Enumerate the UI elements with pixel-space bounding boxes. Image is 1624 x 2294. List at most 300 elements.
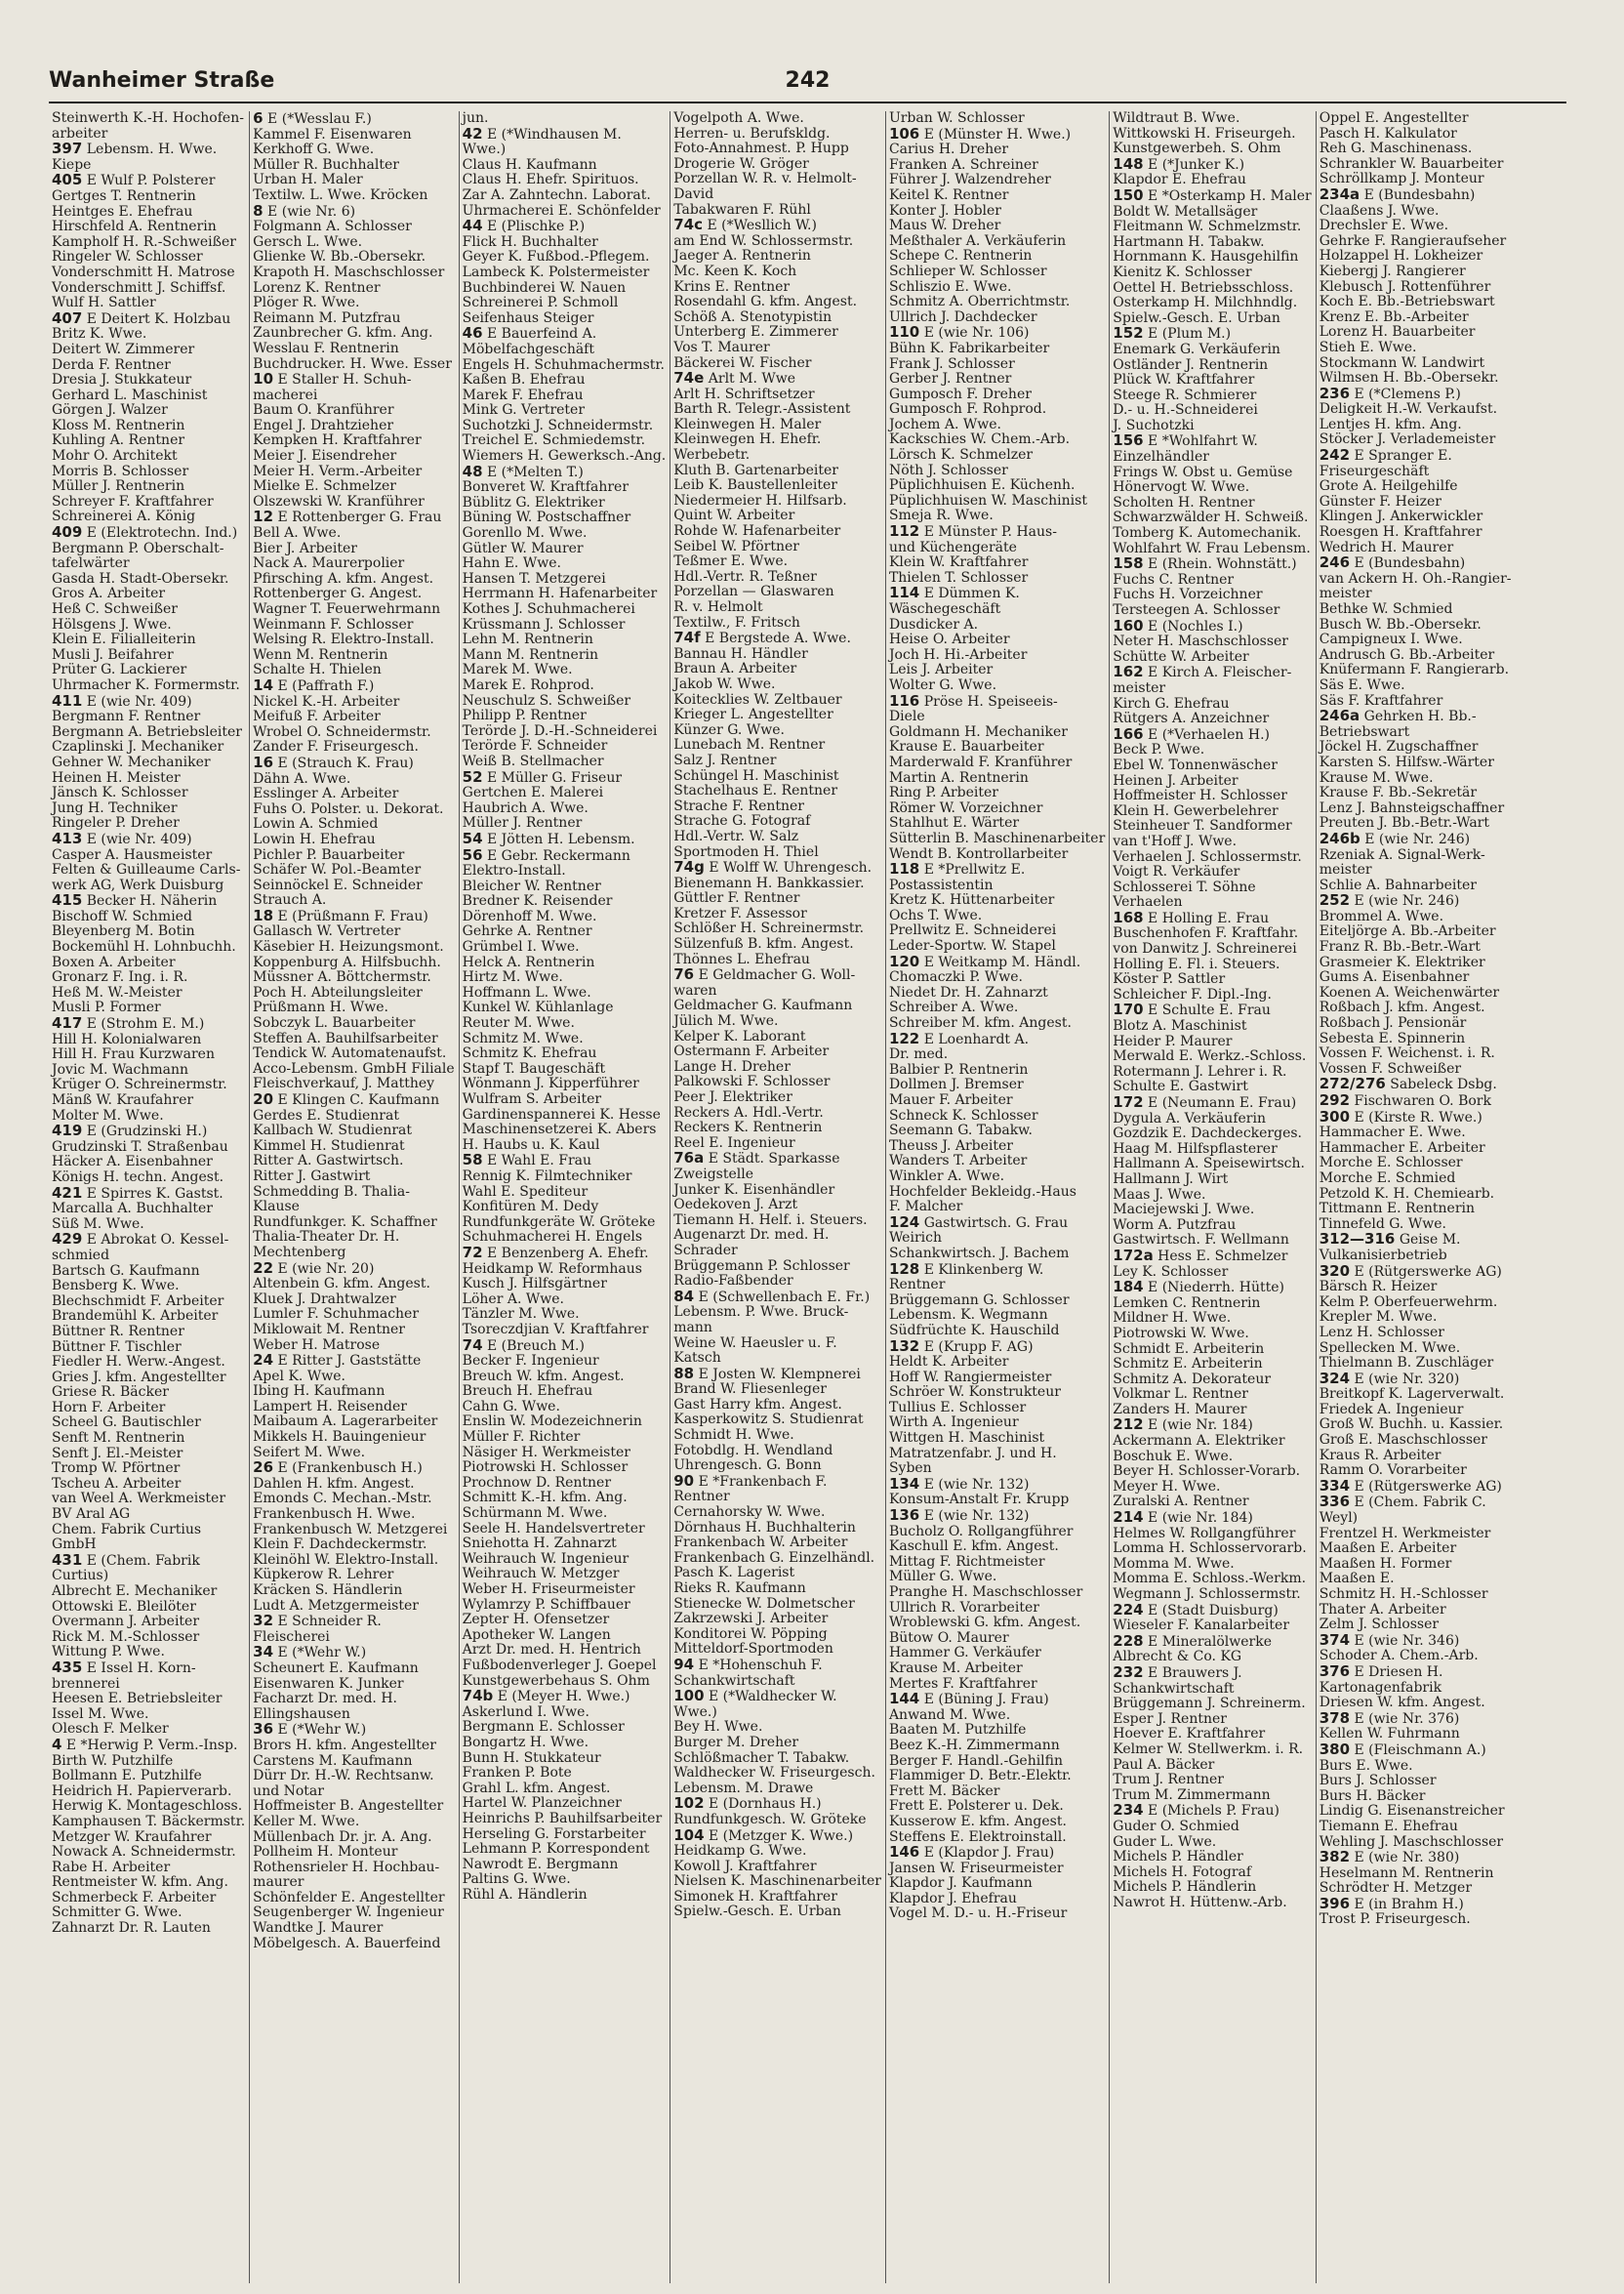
directory-entry: Kackschies W. Chem.-Arb.: [888, 431, 1071, 448]
directory-entry: brennerei: [52, 1675, 120, 1692]
directory-entry: Müller J. Rentner: [462, 815, 583, 832]
directory-columns: [49, 111, 1566, 2283]
directory-entry: Konsum-Anstalt Fr. Krupp: [888, 1492, 1070, 1508]
directory-entry: 42 E (*Windhausen M.: [462, 124, 622, 143]
directory-entry: waren: [673, 982, 717, 999]
directory-entry: Steinwerth K.-H. Hochofen-: [52, 110, 244, 126]
directory-entry: Bell A. Wwe.: [253, 525, 342, 542]
directory-entry: Fuhs O. Polster. u. Dekorat.: [253, 800, 444, 817]
directory-entry: Hartmann H. Tabakw.: [1113, 233, 1265, 250]
directory-entry: Schlosserei T. Söhne: [1113, 879, 1256, 895]
directory-entry: Schuhmacherei H. Engels: [462, 1229, 643, 1246]
directory-column: [460, 111, 671, 2283]
directory-entry: und Notar: [253, 1782, 324, 1799]
directory-entry: Campigneux I. Wwe.: [1319, 632, 1463, 648]
directory-entry: Möbelfachgeschäft: [462, 341, 594, 357]
directory-entry: Braun A. Arbeiter: [673, 661, 797, 677]
directory-entry: Einzelhändler: [1113, 449, 1209, 466]
directory-entry: Schlößer H. Schreinermstr.: [673, 921, 865, 937]
directory-entry: Hammacher E. Arbeiter: [1319, 1139, 1485, 1156]
directory-entry: Michels H. Fotograf: [1113, 1864, 1252, 1880]
directory-entry: Casper A. Hausmeister: [52, 846, 213, 863]
directory-entry: Rentner: [673, 1489, 730, 1505]
directory-entry: Acco-Lebensm. GmbH Filiale: [253, 1060, 455, 1077]
directory-entry: 124 Gastwirtsch. G. Frau: [888, 1212, 1069, 1231]
directory-entry: Gumposch F. Dreher: [888, 386, 1032, 402]
directory-entry: Arlt H. Schriftsetzer: [673, 386, 815, 402]
directory-entry: Urban W. Schlosser: [888, 110, 1025, 126]
directory-entry: 312—316 Geise M.: [1319, 1230, 1461, 1249]
directory-entry: Cahn G. Wwe.: [462, 1398, 560, 1414]
directory-entry: 74c E (*Wesllich W.): [673, 216, 817, 234]
directory-entry: Müller R. Buchhalter: [253, 156, 399, 173]
directory-entry: Schankwirtschaft: [1113, 1680, 1235, 1697]
directory-entry: Esper J. Rentner: [1113, 1710, 1227, 1727]
directory-entry: Schoder A. Chem.-Arb.: [1319, 1648, 1479, 1664]
directory-entry: Prellwitz E. Schneiderei: [888, 922, 1057, 939]
directory-entry: 90 E *Frankenbach F.: [673, 1471, 828, 1490]
directory-entry: Uhrengesch. G. Bonn: [673, 1457, 822, 1474]
directory-entry: Leder-Sportw. W. Stapel: [888, 938, 1056, 955]
directory-entry: 324 E (wie Nr. 320): [1319, 1369, 1460, 1387]
directory-entry: Rothensrieler H. Hochbau-: [253, 1859, 440, 1875]
directory-entry: Busch W. Bb.-Obersekr.: [1319, 616, 1482, 633]
directory-entry: Bärsch R. Heizer: [1319, 1279, 1438, 1295]
directory-entry: Ullrich J. Dachdecker: [888, 308, 1037, 325]
directory-entry: Pasch K. Lagerist: [673, 1565, 795, 1581]
directory-entry: Apel K. Wwe.: [253, 1368, 345, 1384]
directory-entry: Bleyenberg M. Botin: [52, 923, 195, 940]
directory-entry: Molter M. Wwe.: [52, 1107, 164, 1124]
directory-entry: Enslin W. Modezeichnerin: [462, 1413, 642, 1430]
directory-entry: 46 E Bauerfeind A.: [462, 324, 597, 343]
directory-entry: Frett M. Bäcker: [888, 1782, 1000, 1799]
directory-entry: Jung H. Techniker: [52, 799, 178, 816]
directory-entry: Wylamrzy P. Schiffbauer: [462, 1596, 630, 1613]
directory-entry: Hill H. Kolonialwaren: [52, 1031, 202, 1047]
directory-entry: Rotermann J. Lehrer i. R.: [1113, 1063, 1287, 1080]
directory-entry: 132 E (Krupp F. AG): [888, 1336, 1034, 1355]
directory-entry: 212 E (wie Nr. 184): [1113, 1415, 1253, 1434]
directory-entry: Bartsch G. Kaufmann: [52, 1262, 200, 1279]
directory-entry: Elektro-Install.: [462, 863, 566, 880]
directory-entry: Krepler M. Wwe.: [1319, 1309, 1438, 1326]
directory-entry: 74 E (Breuch M.): [462, 1335, 585, 1354]
directory-entry: Führer J. Walzendreher: [888, 172, 1051, 188]
directory-entry: Bergmann A. Betriebsleiter: [52, 723, 242, 740]
directory-entry: Driesen W. kfm. Angest.: [1319, 1695, 1485, 1711]
directory-entry: Bleicher W. Rentner: [462, 878, 601, 894]
directory-entry: Wanders T. Arbeiter: [888, 1153, 1028, 1169]
directory-entry: Bütow O. Maurer: [888, 1629, 1009, 1646]
directory-entry: Mittag F. Richtmeister: [888, 1553, 1045, 1570]
directory-entry: Britz K. Wwe.: [52, 326, 147, 343]
directory-entry: Friseurgeschäft: [1319, 463, 1430, 479]
directory-entry: Görgen J. Walzer: [52, 402, 168, 419]
directory-entry: Schreyer F. Kraftfahrer: [52, 493, 214, 510]
directory-entry: Verhaelen: [1113, 894, 1183, 911]
directory-entry: Czaplinski J. Mechaniker: [52, 739, 224, 756]
directory-entry: Bier J. Arbeiter: [253, 540, 357, 556]
directory-entry: Kloss M. Rentnerin: [52, 417, 185, 433]
directory-entry: Mann M. Rentnerin: [462, 646, 599, 663]
directory-entry: Hartel W. Planzeichner: [462, 1795, 622, 1812]
directory-entry: Helmes W. Rollgangführer: [1113, 1525, 1296, 1541]
directory-entry: Bockemühl H. Lohnbuchh.: [52, 939, 236, 956]
directory-entry: Schmidt H. Wwe.: [673, 1427, 794, 1444]
directory-entry: tafelwärter: [52, 555, 130, 572]
directory-entry: Steege R. Schmierer: [1113, 387, 1257, 403]
directory-entry: Brandemühl K. Arbeiter: [52, 1308, 219, 1325]
directory-entry: Ellingshausen: [253, 1705, 350, 1722]
directory-entry: werk AG, Werk Duisburg: [52, 877, 224, 893]
directory-entry: Scholten H. Rentner: [1113, 494, 1255, 511]
directory-entry: GmbH: [52, 1536, 97, 1553]
directory-entry: 134 E (wie Nr. 132): [888, 1474, 1030, 1493]
directory-entry: 158 E (Rhein. Wohnstätt.): [1113, 554, 1297, 573]
directory-entry: Reimann M. Putzfrau: [253, 309, 401, 326]
directory-entry: Geldmacher G. Kaufmann: [673, 998, 853, 1014]
directory-entry: Kretz K. Hüttenarbeiter: [888, 892, 1055, 909]
directory-entry: Senft M. Rentnerin: [52, 1430, 185, 1447]
directory-entry: Rottenberger G. Angest.: [253, 586, 423, 602]
directory-entry: Gehrke A. Rentner: [462, 923, 592, 940]
directory-entry: Musli J. Beifahrer: [52, 646, 174, 663]
directory-entry: Ringeler W. Schlosser: [52, 249, 203, 266]
directory-entry: Maciejewski J. Wwe.: [1113, 1202, 1255, 1218]
directory-entry: 242 E Spranger E.: [1319, 446, 1452, 465]
directory-entry: Schmitz M. Wwe.: [462, 1030, 584, 1046]
directory-entry: und Küchengeräte: [888, 539, 1017, 555]
directory-entry: Wolter G. Wwe.: [888, 676, 997, 693]
directory-entry: Maas J. Wwe.: [1113, 1186, 1206, 1203]
directory-entry: Bergmann P. Oberschalt-: [52, 540, 224, 556]
directory-entry: Becker F. Ingenieur: [462, 1353, 599, 1370]
directory-entry: Hdl.-Vertr. W. Salz: [673, 828, 799, 844]
directory-entry: Baaten M. Putzhilfe: [888, 1722, 1027, 1739]
directory-entry: Meier H. Verm.-Arbeiter: [253, 463, 423, 479]
directory-entry: Köster P. Sattler: [1113, 971, 1226, 988]
directory-entry: Rosendahl G. kfm. Angest.: [673, 294, 858, 310]
directory-entry: Löher A. Wwe.: [462, 1290, 564, 1307]
directory-entry: Keller M. Wwe.: [253, 1813, 360, 1829]
directory-entry: Lebensm. M. Drawe: [673, 1780, 814, 1796]
directory-entry: 166 E (*Verhaelen H.): [1113, 724, 1270, 743]
directory-entry: 292 Fischwaren O. Bork: [1319, 1091, 1491, 1109]
directory-entry: Postassistentin: [888, 877, 994, 893]
directory-entry: Hansen T. Metzgerei: [462, 570, 606, 587]
directory-entry: Kerkhoff G. Wwe.: [253, 142, 375, 158]
directory-entry: Maaßen E. Arbeiter: [1319, 1540, 1457, 1557]
directory-entry: Wönmann J. Kipperführer: [462, 1076, 639, 1092]
directory-entry: Hoff W. Rangiermeister: [888, 1369, 1052, 1385]
directory-entry: Burs H. Bäcker: [1319, 1787, 1426, 1804]
directory-entry: Bühn K. Fabrikarbeiter: [888, 340, 1050, 356]
directory-entry: Folgmann A. Schlosser: [253, 219, 412, 235]
directory-entry: Weine W. Haeusler u. F.: [673, 1334, 837, 1351]
directory-entry: Tullius E. Schlosser: [888, 1399, 1027, 1415]
directory-entry: Theuss J. Arbeiter: [888, 1137, 1013, 1154]
directory-entry: 252 E (wie Nr. 246): [1319, 891, 1460, 910]
directory-entry: Kretzer F. Assessor: [673, 905, 807, 922]
directory-entry: Müllenbach Dr. jr. A. Ang.: [253, 1828, 432, 1845]
directory-entry: Marek F. Ehefrau: [462, 387, 584, 403]
directory-entry: Goldmann H. Mechaniker: [888, 723, 1068, 740]
directory-entry: 84 E (Schwellenbach E. Fr.): [673, 1287, 871, 1305]
directory-entry: Lebensm. K. Wegmann: [888, 1307, 1048, 1324]
directory-entry: Ritter J. Gastwirt: [253, 1167, 371, 1184]
directory-entry: Bongartz H. Wwe.: [462, 1734, 589, 1750]
directory-entry: Dollmen J. Bremser: [888, 1077, 1024, 1093]
directory-entry: Paul A. Bäcker: [1113, 1756, 1215, 1773]
directory-entry: Ebel W. Tonnenwäscher: [1113, 757, 1278, 773]
directory-entry: 118 E *Prellwitz E.: [888, 860, 1026, 879]
directory-entry: Grahl L. kfm. Angest.: [462, 1780, 611, 1796]
directory-entry: Morche E. Schmied: [1319, 1169, 1456, 1186]
directory-entry: Zuralski A. Rentner: [1113, 1494, 1249, 1510]
directory-entry: Heesen E. Betriebsleiter: [52, 1691, 223, 1707]
directory-entry: Ludt A. Metzgermeister: [253, 1597, 419, 1614]
directory-entry: Ibing H. Kaufmann: [253, 1383, 386, 1400]
directory-entry: Wwe.): [462, 142, 507, 158]
directory-column: [886, 111, 1110, 2283]
directory-entry: Dähn A. Wwe.: [253, 770, 351, 787]
directory-entry: Katsch: [673, 1350, 721, 1367]
directory-entry: 417 E (Strohm E. M.): [52, 1014, 205, 1033]
directory-entry: Jakob W. Wwe.: [673, 676, 776, 692]
directory-entry: Kleinwegen H. Ehefr.: [673, 431, 822, 448]
directory-entry: Klapdor E. Ehefrau: [1113, 172, 1246, 188]
directory-entry: 413 E (wie Nr. 409): [52, 829, 192, 847]
directory-entry: Beyer H. Schlosser-Vorarb.: [1113, 1463, 1301, 1480]
directory-entry: Esslinger A. Arbeiter: [253, 786, 399, 802]
directory-entry: Klein H. Gewerbelehrer: [1113, 802, 1279, 819]
directory-entry: 100 E (*Waldhecker W.: [673, 1687, 837, 1705]
directory-entry: Günster F. Heizer: [1319, 493, 1441, 510]
directory-entry: Olszewski W. Kranführer: [253, 493, 425, 510]
directory-entry: Schliszio E. Wwe.: [888, 278, 1012, 295]
directory-entry: meister: [1113, 679, 1166, 696]
directory-entry: Urban H. Maler: [253, 172, 363, 188]
directory-entry: Beez K.-H. Zimmermann: [888, 1737, 1060, 1753]
directory-entry: Hallmann J. Wirt: [1113, 1170, 1229, 1187]
directory-entry: 421 E Spirres K. Gastst.: [52, 1183, 223, 1202]
directory-entry: Guder O. Schmied: [1113, 1818, 1239, 1834]
directory-entry: Maaßen E.: [1319, 1571, 1395, 1587]
directory-entry: Gerber J. Rentner: [888, 371, 1012, 388]
directory-entry: Kamphausen T. Bäckermstr.: [52, 1813, 246, 1829]
directory-entry: Marcalla A. Buchhalter: [52, 1201, 213, 1217]
directory-entry: Reel E. Ingenieur: [673, 1134, 795, 1151]
directory-entry: Kaßen B. Ehefrau: [462, 372, 586, 389]
directory-entry: Schmitter G. Wwe.: [52, 1905, 183, 1921]
directory-entry: Lomma H. Schlosservorarb.: [1113, 1540, 1307, 1557]
header-rule: [49, 102, 1566, 103]
directory-entry: Rundfunkgeräte W. Gröteke: [462, 1213, 656, 1230]
directory-entry: Oedekoven J. Arzt: [673, 1197, 798, 1213]
directory-entry: Flammiger D. Betr.-Elektr.: [888, 1768, 1072, 1784]
directory-entry: 405 E Wulf P. Polsterer: [52, 171, 216, 189]
directory-entry: Schröer W. Konstrukteur: [888, 1384, 1061, 1401]
directory-entry: 116 Pröse H. Speiseeis-: [888, 691, 1058, 710]
directory-entry: Carstens M. Kaufmann: [253, 1752, 413, 1769]
directory-entry: Treichel E. Schmiedemstr.: [462, 432, 646, 449]
directory-entry: 246a Gehrken H. Bb.-: [1319, 707, 1477, 725]
directory-entry: meister: [1319, 586, 1372, 602]
directory-entry: Koitecklies W. Zeltbauer: [673, 691, 842, 708]
directory-entry: Nickel K.-H. Arbeiter: [253, 693, 400, 710]
directory-entry: Seemann G. Tabakw.: [888, 1123, 1033, 1139]
directory-entry: Zelm J. Schlosser: [1319, 1617, 1440, 1633]
directory-entry: Stahlhut E. Wärter: [888, 815, 1020, 832]
directory-entry: Lumler F. Schuhmacher: [253, 1306, 420, 1323]
directory-entry: Wohlfahrt W. Frau Lebensm.: [1113, 540, 1311, 556]
directory-entry: Klingen J. Ankerwickler: [1319, 509, 1483, 525]
directory-entry: 411 E (wie Nr. 409): [52, 691, 192, 710]
directory-entry: Müller F. Richter: [462, 1429, 581, 1446]
directory-entry: 14 E (Paffrath F.): [253, 676, 375, 694]
directory-entry: Heß C. Schweißer: [52, 601, 178, 617]
directory-entry: Martin A. Rentnerin: [888, 769, 1029, 786]
directory-entry: Thater A. Arbeiter: [1319, 1601, 1446, 1618]
directory-entry: Matratzenfabr. J. und H.: [888, 1445, 1057, 1461]
directory-entry: macherei: [253, 387, 318, 403]
directory-entry: Helck A. Rentnerin: [462, 954, 595, 970]
directory-entry: Lenz J. Bahnsteigschaffner: [1319, 799, 1505, 816]
directory-entry: Claaßens J. Wwe.: [1319, 202, 1440, 219]
directory-entry: Wesslau F. Rentnerin: [253, 340, 399, 356]
page-number: 242: [785, 68, 831, 93]
directory-entry: Geyer K. Fußbod.-Pflegem.: [462, 249, 650, 266]
directory-entry: Wegmann J. Schlossermstr.: [1113, 1586, 1301, 1602]
directory-entry: Bredner K. Reisender: [462, 893, 613, 910]
directory-entry: Jansen W. Friseurmeister: [888, 1860, 1064, 1876]
directory-entry: Gallasch W. Vertreter: [253, 923, 401, 940]
directory-entry: Terörde J. D.-H.-Schneiderei: [462, 722, 658, 739]
directory-entry: Lenz H. Schlosser: [1319, 1324, 1444, 1340]
directory-entry: Neuschulz S. Schweißer: [462, 692, 631, 709]
directory-entry: Kiepe: [52, 156, 92, 173]
directory-entry: Uhrmacherei E. Schönfelder: [462, 202, 661, 219]
directory-entry: Brüggemann P. Schlosser: [673, 1257, 850, 1274]
directory-entry: Pfirsching A. kfm. Angest.: [253, 570, 434, 587]
directory-entry: Rohde W. Hafenarbeiter: [673, 523, 841, 540]
directory-entry: Franz R. Bb.-Betr.-Wart: [1319, 939, 1481, 956]
directory-entry: Drogerie W. Gröger: [673, 155, 809, 172]
directory-entry: Grote A. Heilgehilfe: [1319, 478, 1458, 495]
directory-entry: 435 E Issel H. Korn-: [52, 1658, 196, 1676]
directory-entry: BV Aral AG: [52, 1506, 131, 1523]
directory-entry: 431 E (Chem. Fabrik: [52, 1550, 200, 1569]
directory-entry: Kiebergj J. Rangierer: [1319, 263, 1466, 279]
directory-entry: Gerhard L. Maschinist: [52, 387, 208, 403]
directory-entry: 334 E (Rütgerswerke AG): [1319, 1476, 1502, 1495]
directory-entry: Burs J. Schlosser: [1319, 1773, 1437, 1789]
directory-entry: Konter J. Hobler: [888, 202, 1001, 219]
directory-entry: Wendt B. Kontrollarbeiter: [888, 845, 1069, 862]
directory-entry: Tromp W. Pförtner: [52, 1460, 181, 1477]
directory-entry: Lebensm. P. Wwe. Bruck-: [673, 1304, 849, 1321]
directory-entry: Kirch G. Ehefrau: [1113, 695, 1230, 712]
directory-entry: Fuchs C. Rentner: [1113, 571, 1235, 588]
directory-entry: Hahn E. Wwe.: [462, 555, 561, 572]
directory-entry: Tscheu A. Arbeiter: [52, 1475, 182, 1492]
directory-entry: 246b E (wie Nr. 246): [1319, 829, 1471, 847]
directory-entry: Weihrauch W. Metzger: [462, 1566, 620, 1582]
directory-entry: Heintges E. Ehefrau: [52, 203, 193, 220]
street-name: Wanheimer Straße: [49, 68, 275, 93]
directory-entry: 74b E (Meyer H. Wwe.): [462, 1687, 630, 1705]
directory-entry: mann: [673, 1319, 712, 1335]
directory-entry: Frankenbach G. Einzelhändl.: [673, 1549, 875, 1566]
directory-entry: Strache F. Rentner: [673, 798, 804, 814]
directory-entry: Zander F. Friseurgesch.: [253, 739, 419, 756]
directory-entry: Rundfunkger. K. Schaffner: [253, 1213, 437, 1230]
directory-entry: Steffens E. Elektroinstall.: [888, 1828, 1067, 1845]
directory-entry: Hoffmeister B. Angestellter: [253, 1798, 444, 1815]
directory-entry: 214 E (wie Nr. 184): [1113, 1508, 1253, 1527]
directory-entry: Prüter G. Lackierer: [52, 662, 187, 678]
directory-entry: 44 E (Plischke P.): [462, 217, 586, 235]
directory-entry: Mikkels H. Bauingenieur: [253, 1429, 426, 1446]
directory-entry: Marek E. Rohprod.: [462, 676, 594, 693]
directory-entry: Güttler F. Rentner: [673, 890, 800, 907]
directory-entry: Kräcken S. Händlerin: [253, 1582, 403, 1598]
directory-entry: Gertchen E. Malerei: [462, 785, 604, 801]
directory-entry: Vossen F. Schweißer: [1319, 1060, 1462, 1077]
directory-entry: Albrecht E. Mechaniker: [52, 1583, 218, 1599]
directory-entry: Dürr Dr. H.-W. Rechtsanw.: [253, 1768, 434, 1784]
directory-entry: Schäfer W. Pol.-Beamter: [253, 862, 422, 879]
directory-entry: Frankenbach W. Arbeiter: [673, 1535, 848, 1551]
directory-entry: Herrmann H. Hafenarbeiter: [462, 586, 658, 602]
directory-entry: Frett E. Polsterer u. Dek.: [888, 1798, 1064, 1815]
directory-entry: Welsing R. Elektro-Install.: [253, 632, 434, 648]
directory-entry: Burs E. Wwe.: [1319, 1757, 1413, 1774]
directory-entry: Tinnefeld G. Wwe.: [1319, 1215, 1446, 1232]
directory-entry: Gehner W. Mechaniker: [52, 754, 211, 770]
directory-entry: Joch H. Hi.-Arbeiter: [888, 646, 1028, 663]
directory-entry: Wulfram S. Arbeiter: [462, 1091, 602, 1107]
directory-entry: Grudzinski T. Straßenbau: [52, 1138, 228, 1155]
directory-entry: Roesgen H. Kraftfahrer: [1319, 524, 1482, 541]
directory-entry: Kraus R. Arbeiter: [1319, 1447, 1441, 1463]
directory-entry: Thalia-Theater Dr. H.: [253, 1229, 400, 1246]
directory-entry: Schlößmacher T. Tabakw.: [673, 1749, 850, 1766]
directory-entry: Schulte E. Gastwirt: [1113, 1079, 1248, 1095]
directory-entry: 228 E Mineralölwerke: [1113, 1631, 1272, 1650]
directory-entry: Haubrich A. Wwe.: [462, 799, 589, 816]
directory-entry: Nöth J. Schlosser: [888, 462, 1008, 478]
directory-entry: Tittmann E. Rentnerin: [1319, 1201, 1475, 1217]
directory-entry: Zaunbrecher G. kfm. Ang.: [253, 325, 433, 342]
directory-entry: David: [673, 185, 714, 202]
directory-entry: Meßthaler A. Verkäuferin: [888, 232, 1067, 249]
directory-entry: Senft J. El.-Meister: [52, 1445, 183, 1461]
directory-entry: Lehmann P. Korrespondent: [462, 1841, 650, 1858]
directory-entry: Metzger W. Kraufahrer: [52, 1828, 212, 1845]
directory-entry: Stienecke W. Dolmetscher: [673, 1595, 855, 1612]
directory-entry: Trost P. Friseurgesch.: [1319, 1911, 1471, 1928]
directory-entry: Gersch L. Wwe.: [253, 233, 363, 250]
directory-entry: 74g E Wolff W. Uhrengesch.: [673, 858, 873, 877]
directory-entry: Baum O. Kranführer: [253, 402, 394, 419]
directory-entry: Preuten J. Bb.-Betr.-Wart: [1319, 815, 1490, 832]
directory-entry: Trum M. Zimmermann: [1113, 1786, 1271, 1803]
directory-entry: Franken P. Bote: [462, 1765, 572, 1782]
directory-entry: 52 E Müller G. Friseur: [462, 767, 623, 786]
directory-entry: Buchbinderei W. Nauen: [462, 279, 627, 296]
